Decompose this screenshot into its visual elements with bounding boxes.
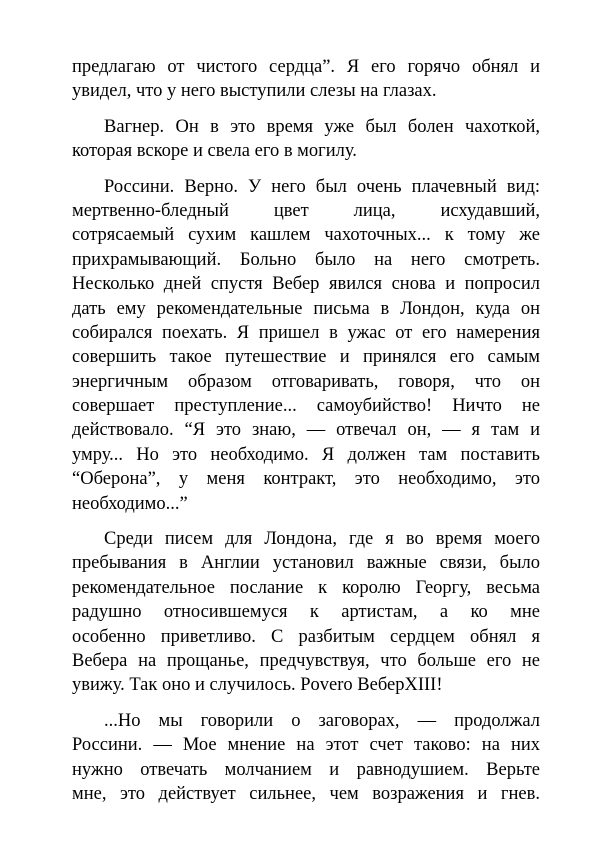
text-line: особенно приветливо. С разбитым сердцем обнял я [72, 626, 540, 647]
text-line: Россини. Верно. У него был очень плачевный вид: [104, 176, 540, 197]
document-page [72, 55, 540, 817]
text-line: которая вскоре и свела его в могилу. [72, 141, 357, 162]
text-line: энергичным образом отговаривать, говоря, что он [72, 371, 540, 392]
text-line: Вебера на прощанье, предчувствуя, что больше его не [72, 650, 540, 671]
text-line: действовало. “Я это знаю, — отвечал он, — я там и [72, 420, 540, 441]
text-line: мне, это действует сильнее, чем возражения и гнев. [72, 783, 540, 804]
text-line: увижу. Так оно и случилось. Povero ВеберXIII! [72, 675, 443, 696]
text-line: дать ему рекомендательные письма в Лондон, куда он [72, 298, 540, 319]
text-line: пребывания в Англии установил важные связи, было [72, 553, 540, 574]
text-line: совершает преступление... самоубийство! Ничто не [72, 396, 540, 417]
text-line: умру... Но это необходимо. Я должен там поставить [72, 444, 540, 465]
text-line: Несколько дней спустя Вебер явился снова и попросил [72, 274, 540, 295]
text-line: Среди писем для Лондона, где я во время моего [104, 529, 540, 550]
paragraph-2 [72, 115, 540, 164]
paragraph-3 [72, 175, 540, 516]
text-line: “Оберона”, у меня контракт, это необходимо, это [72, 469, 540, 490]
text-line: сотрясаемый сухим кашлем чахоточных... к тому же [72, 225, 540, 246]
text-line: предлагаю от чистого сердца”. Я его горячо обнял и [72, 57, 540, 77]
text-line: радушно относившемуся к артистам, а ко мне [72, 602, 540, 623]
text-line: рекомендательное послание к королю Георгу, весьма [72, 577, 540, 598]
text-line: Россини. — Мое мнение на этот счет таково: на них [72, 735, 540, 756]
text-line: ...Но мы говорили о заговорах, — продолжал [104, 710, 540, 731]
text-line: необходимо...” [72, 493, 188, 514]
text-line: Вагнер. Он в это время уже был болен чахоткой, [104, 116, 540, 137]
paragraph-1 [72, 55, 540, 104]
paragraph-5 [72, 709, 540, 807]
text-line: мертвенно-бледный цвет лица, исхудавший, [72, 200, 540, 221]
text-line: увидел, что у него выступили слезы на глазах. [72, 81, 437, 102]
text-line: нужно отвечать молчанием и равнодушием. Верьте [72, 759, 540, 780]
text-line: собирался поехать. Я пришел в ужас от его намерения [72, 322, 540, 343]
paragraph-4 [72, 527, 540, 698]
text-line: совершить такое путешествие и принялся его самым [72, 347, 540, 368]
text-line: прихрамывающий. Больно было на него смотреть. [72, 249, 540, 270]
